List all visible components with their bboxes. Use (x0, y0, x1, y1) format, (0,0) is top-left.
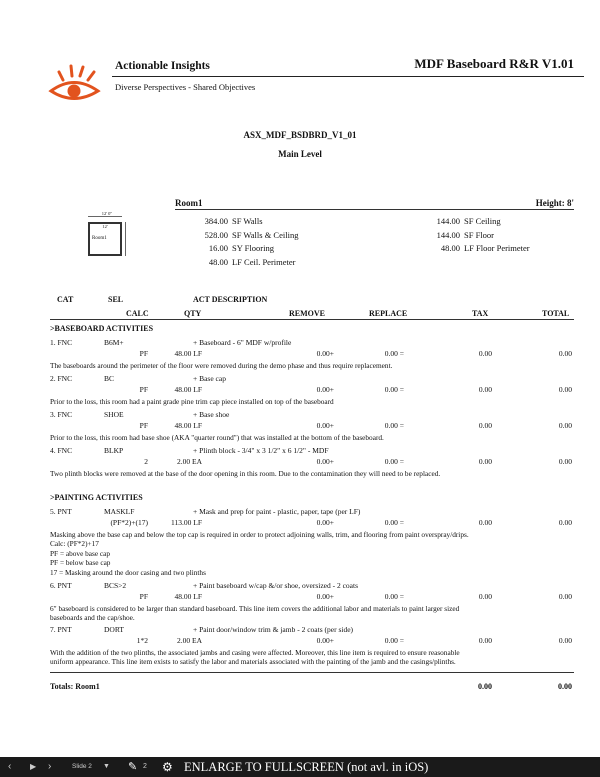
line-item-values: 2 2.00 EA 0.00+ 0.00 = 0.00 0.00 (144, 457, 572, 466)
line-item-note: Prior to the loss, this room had a paint grade pine trim cap piece installed on top of the baseboard (50, 397, 334, 406)
col-act-desc: ACT DESCRIPTION (193, 295, 268, 304)
line-item: 1. FNC B6M+ + Baseboard - 6" MDF w/profile (50, 338, 292, 347)
play-icon[interactable]: ▶ (30, 762, 37, 771)
totals-label: Totals: Room1 (50, 682, 100, 691)
next-slide-icon[interactable]: › (48, 761, 52, 772)
line-item-note: With the addition of the two plinths, the associated jambs and casing were affected. Moreover, this line item is required to ensure reasonable uniform appearance. This line item exists to satisfy the labor and materials associated with the painting of the jamb and the casings/plinths. (50, 648, 460, 667)
totals-tax: 0.00 (478, 682, 492, 691)
dim-row: 144.00 SF Floor (436, 230, 494, 240)
dim-row: 144.00 SF Ceiling (436, 216, 501, 226)
room-rule (175, 209, 574, 210)
company-name: Actionable Insights (115, 60, 210, 72)
dim-row: 528.00 SF Walls & Ceiling (204, 230, 299, 240)
totals-divider (50, 672, 574, 673)
line-item-note: The baseboards around the perimeter of the floor were removed during the demo phase and thus require replacement. (50, 361, 393, 370)
document-title: MDF Baseboard R&R V1.01 (414, 56, 574, 71)
room-height: Height: 8' (535, 198, 574, 208)
dim-row: 16.00 SY Flooring (208, 243, 274, 253)
col-total: TOTAL (542, 309, 570, 318)
totals-total: 0.00 (558, 682, 572, 691)
estimate-name: ASX_MDF_BSDBRD_V1_01 (243, 130, 357, 140)
col-calc: CALC (126, 309, 149, 318)
line-item: 3. FNC SHOE + Base shoe (50, 410, 230, 419)
room-sketch (84, 211, 130, 260)
col-qty: QTY (184, 309, 202, 318)
line-item: 2. FNC BC + Base cap (50, 374, 226, 383)
line-item: 4. FNC BLKP + Plinth block - 3/4" x 3 1/2" x 6 1/2" - MDF (50, 446, 329, 455)
line-item-note: Two plinth blocks were removed at the base of the door opening in this room. Due to the contamination they will need to be replaced. (50, 469, 441, 478)
header-rule (112, 76, 584, 77)
line-item-values: 1*2 2.00 EA 0.00+ 0.00 = 0.00 0.00 (136, 636, 572, 645)
dim-row: 384.00 SF Walls (204, 216, 263, 226)
sketch-dim-top: 12' 0" (101, 211, 113, 216)
chevron-down-icon[interactable]: ▼ (103, 763, 110, 770)
dim-row: 48.00 LF Ceil. Perimeter (208, 257, 296, 267)
fullscreen-button[interactable]: ENLARGE TO FULLSCREEN (not avl. in iOS) (184, 760, 429, 774)
col-remove: REMOVE (289, 309, 325, 318)
line-item-values: PF 48.00 LF 0.00+ 0.00 = 0.00 0.00 (139, 385, 572, 394)
room-name: Room1 (175, 198, 203, 208)
line-item-values: PF 48.00 LF 0.00+ 0.00 = 0.00 0.00 (139, 592, 572, 601)
first-slide-icon[interactable]: ‹ (8, 761, 12, 772)
pen-icon[interactable]: ✎ (128, 761, 138, 773)
col-cat: CAT (57, 295, 74, 304)
sketch-dim-inner: 12' (102, 224, 108, 229)
col-tax: TAX (472, 309, 489, 318)
line-item: 6. PNT BCS>2 + Paint baseboard w/cap &/or shoe, oversized - 2 coats (50, 581, 359, 590)
line-item: 5. PNT MASKLF + Mask and prep for paint - plastic, paper, tape (per LF) (50, 507, 361, 516)
line-item-values: PF 48.00 LF 0.00+ 0.00 = 0.00 0.00 (139, 421, 572, 430)
sun-eye-logo-icon (46, 62, 104, 106)
line-item-values: (PF*2)+(17) 113.00 LF 0.00+ 0.00 = 0.00 0.00 (110, 518, 572, 527)
col-sel: SEL (108, 295, 124, 304)
line-item-note: Prior to the loss, this room had base shoe (AKA "quarter round") that was installed at the bottom of the baseboard. (50, 433, 384, 442)
gear-icon[interactable]: ⚙ (162, 760, 173, 774)
dim-row: 48.00 LF Floor Perimeter (440, 243, 530, 253)
section-title: >PAINTING ACTIVITIES (50, 493, 143, 502)
level-title: Main Level (278, 149, 322, 159)
line-item-note: Masking above the base cap and below the top cap is required in order to protect adjoining walls, trim, and flooring from paint overspray/drips. Calc: (PF*2)+17 PF = above base cap PF = below base cap 17 = Masking around the door casing and two plinths (50, 530, 469, 577)
section-title: >BASEBOARD ACTIVITIES (50, 324, 154, 333)
page-number: 2 (143, 763, 147, 770)
viewer-toolbar (0, 757, 600, 777)
company-tagline: Diverse Perspectives - Shared Objectives (115, 82, 256, 92)
col-replace: REPLACE (369, 309, 408, 318)
line-item: 7. PNT DORT + Paint door/window trim & jamb - 2 coats (per side) (50, 625, 354, 634)
sketch-room-label: Room1 (92, 236, 107, 241)
slide-selector[interactable]: Slide 2 (72, 763, 92, 770)
line-item-note: 6" baseboard is considered to be larger than standard baseboard. This line item covers the additional labor and materials to paint larger sized baseboards and the cap/shoe. (50, 604, 460, 623)
header-divider (50, 319, 574, 320)
line-item-values: PF 48.00 LF 0.00+ 0.00 = 0.00 0.00 (139, 349, 572, 358)
